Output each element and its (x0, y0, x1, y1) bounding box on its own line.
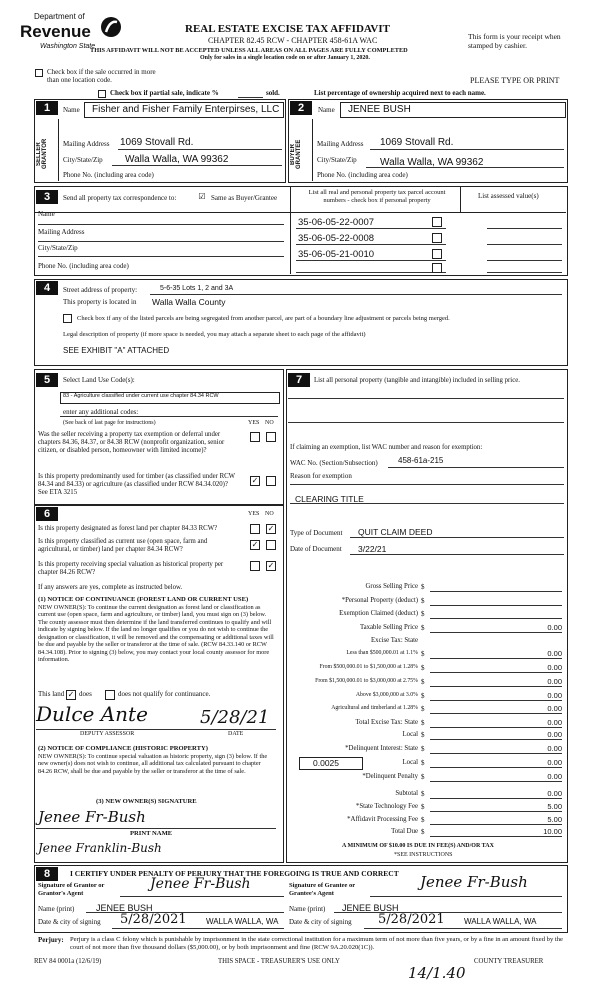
legal-field[interactable]: SEE EXHIBIT "A" ATTACHED (63, 346, 170, 355)
s3-name-label: Name (38, 210, 55, 218)
s6-q3-no[interactable]: ✓ (267, 561, 275, 570)
tax-row-dollar: $ (421, 803, 425, 811)
tax-row-dollar: $ (421, 624, 425, 632)
grantor-date-label: Date & city of signing (38, 918, 101, 926)
tax-row-dollar: $ (421, 731, 425, 739)
owner-signature: Jenee Fr-Bush (38, 808, 146, 826)
form-warning: THIS AFFIDAVIT WILL NOT BE ACCEPTED UNLESS ALL AREAS ON ALL PAGES ARE FULLY COMPLETED (90, 47, 408, 54)
seller-csz-field[interactable]: Walla Walla, WA 99362 (125, 154, 229, 165)
tax-row-dollar: $ (421, 759, 425, 767)
land-does-not-checkbox[interactable] (105, 690, 115, 700)
grantor-name-label: Name (print) (38, 905, 75, 913)
parcel-2-checkbox[interactable] (432, 233, 442, 243)
tax-row-dollar: $ (421, 719, 425, 727)
land-use-field[interactable]: 83 - Agriculture classified under current use chapter 84.34 RCW (63, 393, 219, 399)
parcel-1-checkbox[interactable] (432, 217, 442, 227)
s5-yes: YES (248, 420, 260, 426)
parcel-header: List all real and personal property tax parcel account numbers - check box if personal property (308, 189, 446, 204)
exemption-text: If claiming an exemption, list WAC number and reason for exemption: (290, 444, 483, 451)
seller-phone-label: Phone No. (including area code) (63, 171, 154, 179)
tax-row-label: *State Technology Fee (355, 803, 418, 810)
perjury-text: Perjury is a class C felony which is punishable by imprisonment in the state correctional institution for a maximum term of not more than five years, or by a fine in an amount fixed by the court of not more than five thousand dollars ($5,000.00), or by both imprisonment and fine (RCW 9A.20.020(1C)). (70, 936, 563, 951)
tax-row-value[interactable]: 0.00 (430, 744, 562, 754)
tax-row-dollar: $ (421, 773, 425, 781)
tax-row-value[interactable] (430, 596, 562, 606)
s6-q3: Is this property receiving special valuation as historical property per chapter 84.26 RCW? (38, 561, 224, 577)
tax-row-dollar: $ (421, 664, 425, 672)
tax-row-value[interactable]: 0.00 (430, 718, 562, 728)
s3-address-label: Mailing Address (38, 228, 85, 236)
s3-csz-label: City/State/Zip (38, 244, 78, 252)
s6-if-yes: If any answers are yes, complete as instructed below. (38, 584, 183, 591)
logo-state: Washington State (40, 43, 96, 50)
tax-row-dollar: $ (421, 816, 425, 824)
deputy-assessor: DEPUTY ASSESSOR (80, 731, 135, 737)
please-print: PLEASE TYPE OR PRINT (470, 76, 560, 85)
tax-row-value[interactable]: 5.00 (430, 802, 562, 812)
s6-q2-no[interactable] (266, 540, 276, 550)
tax-row-value[interactable] (430, 609, 562, 619)
buyer-csz-label: City/State/Zip (317, 156, 357, 164)
tax-row-value[interactable]: 0.00 (430, 663, 562, 673)
s6-q2-yes[interactable]: ✓ (251, 540, 259, 549)
logo-dept: Department of (34, 12, 85, 21)
tax-row-dollar: $ (421, 597, 425, 605)
tax-row-label: Local (402, 759, 418, 766)
street-field[interactable]: 5-6-35 Lots 1, 2 and 3A (160, 285, 234, 292)
tax-row-label: Less than $500,000.01 at 1.1% (346, 650, 418, 656)
tax-row-label: *Affidavit Processing Fee (347, 816, 418, 823)
segregated-label: Check box if any of the listed parcels are being segregated from another parcel, are part of a boundary line adjustment or parcels being merged. (77, 315, 450, 322)
tax-row-label: From $500,000.01 to $1,500,000 at 1.28% (319, 664, 418, 670)
section-6-number: 6 (36, 507, 58, 521)
grantor-signature: Jenee Fr-Bush (150, 876, 251, 892)
located-label: This property is located in (63, 298, 137, 306)
segregated-checkbox[interactable] (63, 314, 72, 323)
perjury-label: Perjury: (38, 936, 64, 944)
s5-q1-no[interactable] (266, 432, 276, 442)
seller-address-label: Mailing Address (63, 140, 110, 148)
same-as-buyer-label: Same as Buyer/Grantee (211, 194, 278, 202)
tax-row-label: Taxable Selling Price (359, 624, 418, 631)
see-back: (See back of last page for instructions) (63, 420, 156, 426)
seller-address-field[interactable]: 1069 Stovall Rd. (120, 137, 194, 148)
tax-row-value[interactable]: 0.00 (430, 649, 562, 659)
tax-row-value[interactable]: 10.00 (430, 827, 562, 837)
buyer-address-field[interactable]: 1069 Stovall Rd. (380, 137, 454, 148)
grantee-signature: Jenee Fr-Bush (420, 873, 528, 891)
tax-row-label: Agricultural and timberland at 1.28% (331, 705, 418, 711)
grantor-city[interactable]: WALLA WALLA, WA (206, 917, 279, 926)
tax-row-label: From $1,500,000.01 to $3,000,000 at 2.75% (315, 678, 418, 684)
print-name-label: PRINT NAME (130, 830, 173, 837)
tax-row-dollar: $ (421, 583, 425, 591)
county-treasurer: COUNTY TREASURER (474, 958, 544, 965)
tax-row-dollar: $ (421, 692, 425, 700)
doc-date-label: Date of Document (290, 545, 342, 553)
partial-sale-checkbox[interactable] (98, 90, 106, 98)
certify-statement: I CERTIFY UNDER PENALTY OF PERJURY THAT THE FOREGOING IS TRUE AND CORRECT (70, 869, 399, 878)
parcel-3[interactable]: 35-06-05-21-0010 (298, 249, 375, 260)
land-does-not: does not qualify for continuance. (118, 690, 211, 698)
wac-label: WAC No. (Section/Subsection) (290, 459, 378, 467)
s6-yes: YES (248, 511, 260, 517)
form-only-for: Only for sales in a single location code on or after January 1, 2020. (200, 55, 370, 61)
land-does-checkbox[interactable]: ✓ (67, 690, 75, 699)
multi-location-checkbox[interactable] (35, 69, 43, 77)
grantee-name-label: Name (print) (289, 905, 326, 913)
buyer-name-label: Name (318, 106, 335, 114)
doc-date-field[interactable]: 3/22/21 (358, 544, 387, 554)
land-does: does (79, 690, 92, 698)
tax-row-label: Excise Tax: State (371, 637, 418, 644)
tax-row-label: *Delinquent Interest: State (345, 745, 418, 752)
tax-row-label: Above $3,000,000 at 3.0% (355, 692, 418, 698)
s3-phone-label: Phone No. (including area code) (38, 262, 129, 270)
tax-row-value[interactable]: 0.00 (430, 691, 562, 701)
logo-mark-icon (100, 14, 122, 40)
seller-side-label: SELLER GRANTOR (36, 138, 48, 170)
grantor-date[interactable]: 5/28/2021 (120, 912, 187, 927)
seller-name-label: Name (63, 106, 80, 114)
parcel-4-checkbox[interactable] (432, 263, 442, 273)
grantee-city[interactable]: WALLA WALLA, WA (464, 917, 537, 926)
tax-row-label: Total Excise Tax: State (355, 719, 418, 726)
section-5-number: 5 (36, 373, 58, 387)
located-field[interactable]: Walla Walla County (152, 297, 226, 307)
tax-row-dollar: $ (421, 745, 425, 753)
assessed-header: List assessed value(s) (478, 192, 539, 200)
buyer-side-label: BUYER GRANTEE (290, 139, 302, 169)
section-7-number: 7 (288, 373, 310, 387)
tax-row-label: Local (402, 731, 418, 738)
tax-row-value[interactable]: 0.00 (430, 730, 562, 740)
tax-row-label: Subtotal (395, 790, 418, 797)
buyer-csz-field[interactable]: Walla Walla, WA 99362 (380, 157, 484, 168)
tax-row-value[interactable]: 5.00 (430, 815, 562, 825)
section-4-number: 4 (36, 281, 58, 295)
tax-row-value[interactable]: 0.00 (430, 758, 562, 768)
tax-row-value[interactable] (430, 582, 562, 592)
seller-csz-label: City/State/Zip (63, 156, 103, 164)
tax-row-label: Total Due (391, 828, 418, 835)
receipt-note: This form is your receipt when stamped by cashier. (468, 32, 561, 50)
tax-row-value[interactable]: 0.00 (430, 772, 562, 782)
s5-q2-yes[interactable]: ✓ (251, 476, 259, 485)
grantee-date[interactable]: 5/28/2021 (378, 912, 445, 927)
reason-field[interactable]: CLEARING TITLE (295, 494, 364, 504)
ownership-pct-note: List percentage of ownership acquired next to each name. (314, 89, 486, 97)
form-chapter: CHAPTER 82.45 RCW - CHAPTER 458-61A WAC (208, 36, 378, 45)
wac-field[interactable]: 458-61a-215 (398, 456, 444, 465)
tax-row-label: Gross Selling Price (365, 583, 418, 590)
grantee-sig-label: Signature of Grantee or Grantee's Agent (289, 882, 356, 897)
tax-row-dollar: $ (421, 790, 425, 798)
form-title: REAL ESTATE EXCISE TAX AFFIDAVIT (185, 23, 390, 35)
notice1-title: (1) NOTICE OF CONTINUANCE (FOREST LAND OR CURRENT USE) (38, 596, 249, 603)
street-label: Street address of property: (63, 286, 138, 294)
s6-no: NO (265, 511, 274, 517)
notice1-body: NEW OWNER(S): To continue the current designation as forest land or classification as current use (open space, farm and agriculture, or timber) land, you must sign on (3) below. The county assessor must then determine if the land transferred continues to qualify and will indicate by signing below. If the land no longer qualifies or you do not wish to continue the designation or classification, it will be removed and the compensating or additional taxes will be due and payable by the seller or transferor at the time of sale. (RCW 84.33.140 or RCW 84.34.108). Prior to signing (3) below, you may contact your local county assessor for more information. (38, 604, 274, 663)
doc-type-field[interactable]: QUIT CLAIM DEED (358, 527, 433, 537)
reason-label: Reason for exemption (290, 472, 352, 480)
tax-row-label: *Delinquent Penalty (362, 773, 418, 780)
tax-row-dollar: $ (421, 828, 425, 836)
s5-q2: Is this property predominantly used for timber (as classified under RCW 84.34 and 84.33) or agriculture (as classified under RCW 84.34.020)? See ETA 3215 (38, 473, 235, 497)
s5-q2-no[interactable] (266, 476, 276, 486)
s6-q3-yes[interactable] (250, 561, 260, 571)
tax-row-label: Exemption Claimed (deduct) (339, 610, 418, 617)
tax-row-value[interactable]: 0.00 (430, 704, 562, 714)
same-as-buyer-checkbox[interactable]: ☑ (198, 192, 206, 201)
grantor-sig-label: Signature of Grantor or Grantor's Agent (38, 882, 105, 897)
additional-codes-label: enter any additional codes: (63, 408, 139, 416)
seller-name-field[interactable]: Fisher and Fisher Family Enterpirses, LLC (92, 104, 280, 115)
grantee-name[interactable]: JENEE BUSH (342, 903, 399, 913)
notice2-title: (2) NOTICE OF COMPLIANCE (HISTORIC PROPERTY) (38, 745, 208, 752)
s5-q1: Was the seller receiving a property tax exemption or deferral under chapters 84.36, 84.37, or 84.38 RCW (nonprofit organization, senior citizen, or disabled person, homeowner with limited income)? (38, 431, 225, 455)
notice2-body: NEW OWNER(S): To continue special valuation as historic property, sign (3) below. If the new owner(s) does not wish to continue, all additional tax calculated pursuant to chapter 84.26 RCW, shall be due and payable by the seller or transferor at the time of sale. (38, 753, 268, 775)
treasurer-stamp: 14/1.40 (408, 964, 466, 982)
s5-no: NO (265, 420, 274, 426)
s6-q1-no[interactable]: ✓ (267, 524, 275, 533)
assessor-date: 5/28/21 (200, 707, 270, 728)
assessor-date-label: DATE (228, 731, 244, 737)
parcel-1[interactable]: 35-06-05-22-0007 (298, 217, 375, 228)
s6-q1-yes[interactable] (250, 524, 260, 534)
parcel-2[interactable]: 35-06-05-22-0008 (298, 233, 375, 244)
personal-property-label: List all personal property (tangible and intangible) included in selling price. (314, 377, 520, 384)
tax-row-value[interactable]: 0.00 (430, 623, 562, 633)
treasurer-use: THIS SPACE - TREASURER'S USE ONLY (218, 958, 340, 965)
land-use-label: Select Land Use Code(s): (63, 376, 135, 384)
form-number: REV 84 0001a (12/6/19) (34, 958, 102, 965)
parcel-3-checkbox[interactable] (432, 249, 442, 259)
owner-printed-name: Jenee Franklin-Bush (38, 841, 162, 855)
s6-q1: Is this property designated as forest land per chapter 84.33 RCW? (38, 525, 218, 532)
assessor-signature: Dulce Ante (36, 702, 148, 726)
doc-type-label: Type of Document (290, 529, 343, 537)
legal-label: Legal description of property (if more space is needed, you may attach a separate sheet to each page of the affidavit) (63, 331, 366, 338)
tax-row-dollar: $ (421, 705, 425, 713)
partial-sale-label: Check box if partial sale, indicate % (110, 89, 219, 97)
logo-revenue: Revenue (20, 22, 91, 41)
buyer-phone-label: Phone No. (including area code) (317, 171, 408, 179)
sold-label: sold. (266, 89, 280, 97)
send-correspondence-label: Send all property tax correspondence to: (63, 194, 177, 202)
s5-q1-yes[interactable] (250, 432, 260, 442)
section-2-number: 2 (290, 101, 312, 115)
tax-row-dollar: $ (421, 650, 425, 658)
section-8-number: 8 (36, 867, 58, 881)
grantor-name[interactable]: JENEE BUSH (96, 903, 153, 913)
grantee-date-label: Date & city of signing (289, 918, 352, 926)
s6-q2: Is this property classified as current use (open space, farm and agricultural, or timber) land per chapter 84.34 RCW? (38, 538, 208, 554)
this-land: This land (38, 690, 65, 698)
section-3-number: 3 (36, 190, 58, 204)
local-rate[interactable]: 0.0025 (313, 758, 339, 768)
see-instructions: *SEE INSTRUCTIONS (394, 852, 453, 858)
tax-row-dollar: $ (421, 610, 425, 618)
minimum-note: A MINIMUM OF $10.00 IS DUE IN FEE(S) AND/OR TAX (342, 843, 494, 849)
section-1-number: 1 (36, 101, 58, 115)
tax-row-value[interactable]: 0.00 (430, 789, 562, 799)
tax-row-label: *Personal Property (deduct) (341, 597, 418, 604)
owner-sig-title: (3) NEW OWNER(S) SIGNATURE (96, 798, 197, 805)
buyer-name-field[interactable]: JENEE BUSH (348, 104, 411, 115)
tax-row-dollar: $ (421, 678, 425, 686)
multi-location-label: Check box if the sale occurred in more than one location code. (47, 68, 156, 85)
tax-row-value[interactable]: 0.00 (430, 677, 562, 687)
buyer-address-label: Mailing Address (317, 140, 364, 148)
